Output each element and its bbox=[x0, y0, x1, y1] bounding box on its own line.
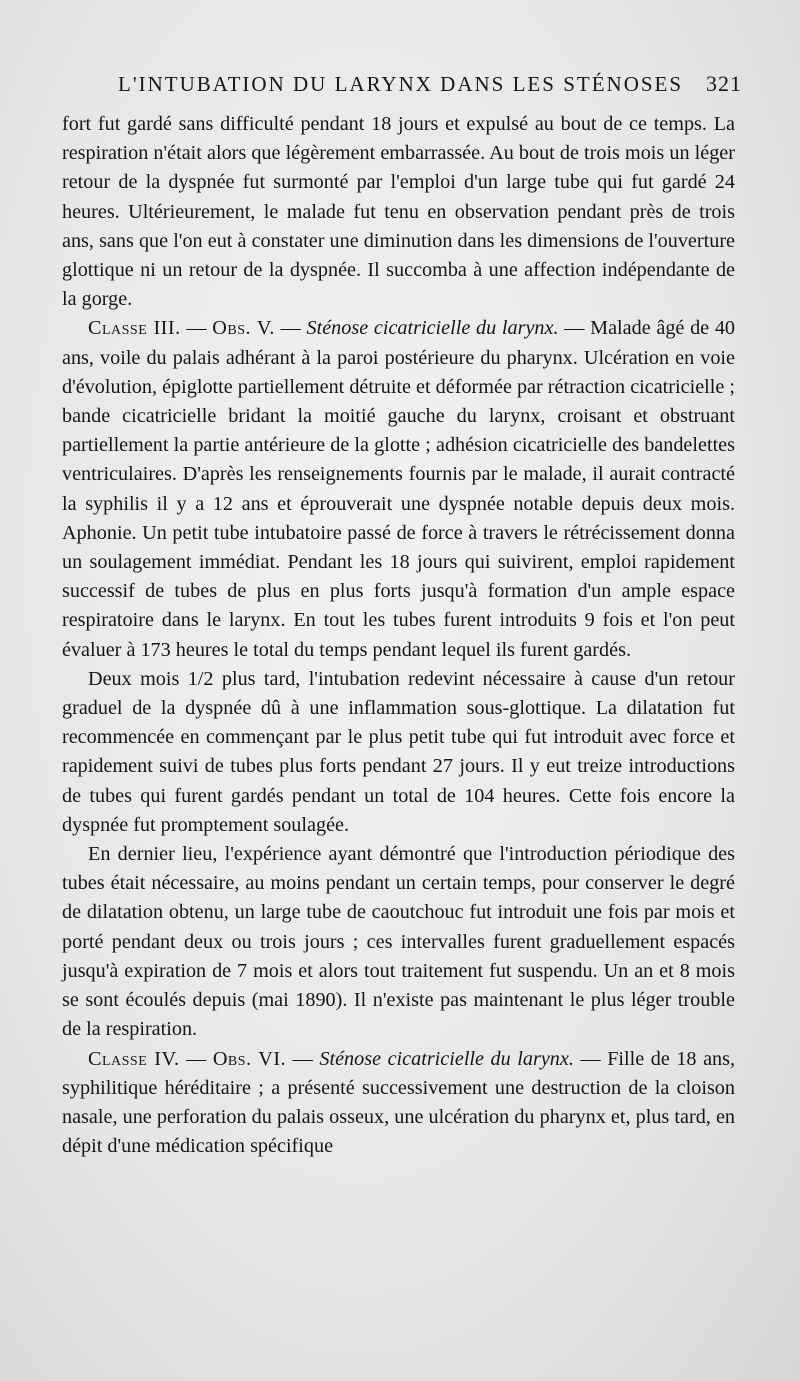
paragraph: En dernier lieu, l'expérience ayant démontré que l'introduction périodique des tubes était nécessaire, au moins pendant un certain temps, pour conserver le degré de dilatation obtenu, un large tube de caoutchouc fut introduit une fois par mois et porté pendant deux ou trois jours ; ces intervalles furent graduellement espacés jusqu'à expiration de 7 mois et alors tout traitement fut suspendu. Un an et 8 mois se sont écoulés depuis (mai 1890). Il n'existe pas maintenant le plus léger trouble de la respiration. bbox=[62, 843, 735, 1041]
observation-class: Classe III. bbox=[88, 317, 181, 340]
observation-title: Sténose cicatricielle du larynx. bbox=[306, 317, 559, 340]
running-title: L'INTUBATION DU LARYNX DANS LES STÉNOSES bbox=[118, 71, 684, 96]
observation-5 bbox=[62, 314, 735, 664]
paragraph-continuation: fort fut gardé sans difficulté pendant 18 jours et expulsé au bout de ce temps. La respiration n'était alors que légèrement embarrassée. Au bout de trois mois un léger retour de la dyspnée fut surmonté par l'emploi d'un large tube qui fut gardé 24 heures. Ultérieurement, le malade fut tenu en observation pendant près de trois ans, sans que l'on eut à constater une diminution dans les dimensions de l'ouverture glottique ni un retour de la dyspnée. Il succomba à une affection indépendante de la gorge. bbox=[62, 113, 735, 311]
observation-text: Malade âgé de 40 ans, voile du palais adhérant à la paroi postérieure du pharynx. Ulcération en voie d'évolution, épiglotte partiellement détruite et déformée par rétraction cicatricielle ; bande cicatricielle bridant la moitié gauche du larynx, croisant et obstruant partiellement la partie antérieure de la glotte ; adhésion cicatricielle des bandelettes ventriculaires. D'après les renseignements fournis par le malade, il aurait contracté la syphilis il y a 12 ans et éprouverait une dyspnée notable depuis deux mois. Aphonie. Un petit tube intubatoire passé de force à travers le rétrécissement donna un soulagement immédiat. Pendant les 18 jours qui suivirent, emploi rapidement successif de tubes de plus en plus forts jusqu'à formation d'un ample espace respiratoire dans le larynx. En tout les tubes furent introduits 9 fois et l'on peut évaluer à 173 heures le total du temps pendant lequel ils furent gardés. bbox=[62, 317, 736, 661]
separator: — bbox=[179, 1047, 213, 1070]
separator: — bbox=[180, 317, 213, 340]
observation-text: Fille de 18 ans, syphilitique héréditaire ; a présenté successivement une destruction de la cloison nasale, une perforation du palais osseux, une ulcération du pharynx et, plus tard, en dépit d'une médication spécifique bbox=[62, 1047, 736, 1158]
observation-number: Obs. VI. bbox=[212, 1047, 287, 1070]
paragraph: Deux mois 1/2 plus tard, l'intubation redevint nécessaire à cause d'un retour graduel de la dyspnée dû à une inflammation sous-glottique. La dilatation fut recommencée en commençant par le plus petit tube qui fut introduit avec force et rapidement suivi de tubes plus forts pendant 27 jours. Il y eut treize introductions de tubes qui furent gardés pendant un total de 104 heures. Cette fois encore la dyspnée fut promptement soulagée. bbox=[62, 667, 735, 836]
body-text bbox=[62, 110, 735, 1161]
page-number: 321 bbox=[706, 71, 742, 96]
observation-title: Sténose cicatricielle du larynx. bbox=[319, 1047, 574, 1070]
separator: — bbox=[274, 317, 307, 340]
observation-number: Obs. V. bbox=[212, 317, 275, 340]
observation-class: Classe IV. bbox=[88, 1047, 180, 1070]
separator: — bbox=[558, 317, 591, 340]
observation-6 bbox=[62, 1045, 735, 1162]
separator: — bbox=[286, 1047, 320, 1070]
running-header bbox=[118, 64, 742, 104]
separator: — bbox=[573, 1047, 608, 1070]
